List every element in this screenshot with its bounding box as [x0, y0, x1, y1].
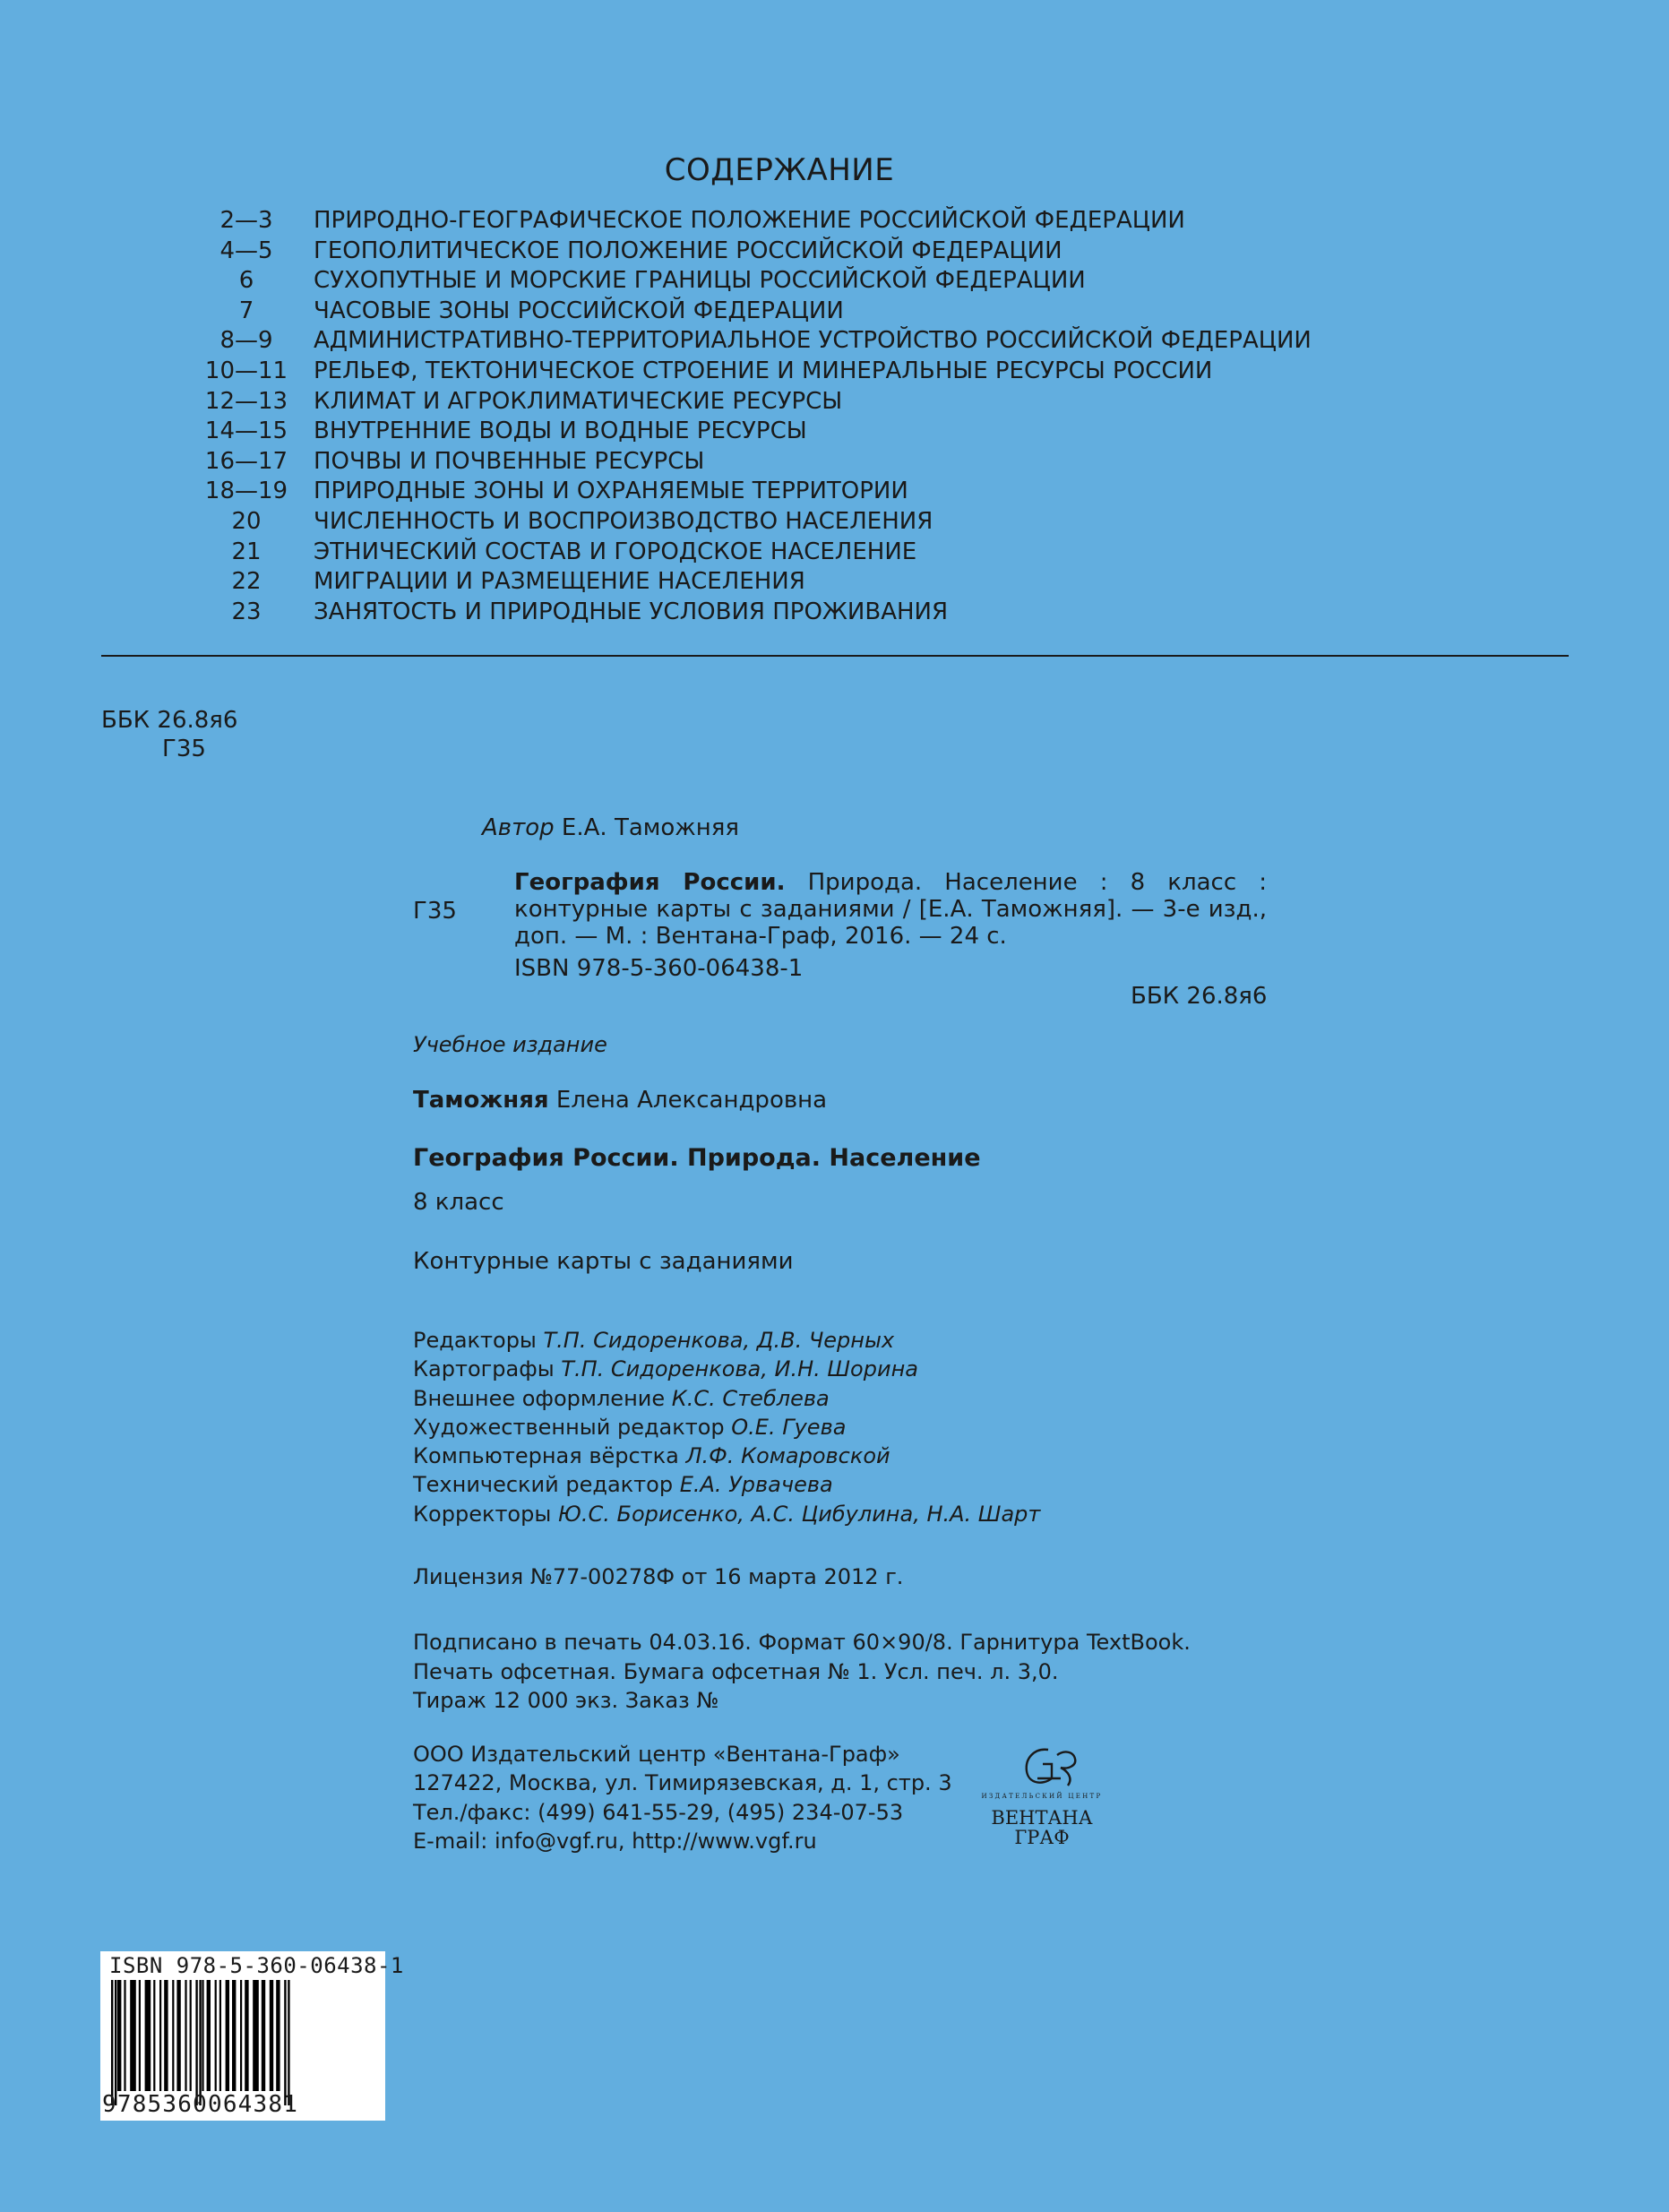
barcode-guard-bar: [195, 1980, 197, 2105]
author-given-names: Елена Александровна: [548, 1087, 828, 1114]
contents-item-title: СУХОПУТНЫЕ И МОРСКИЕ ГРАНИЦЫ РОССИЙСКОЙ ФЕДЕРАЦИИ: [314, 267, 1086, 295]
barcode-guard-bar: [115, 1980, 116, 2105]
contents-item-title: ЗАНЯТОСТЬ И ПРИРОДНЫЕ УСЛОВИЯ ПРОЖИВАНИЯ: [314, 598, 949, 625]
contents-item-pages: 22: [231, 568, 262, 596]
credit-row: [413, 1355, 1040, 1383]
contents-item-title: ВНУТРЕННИЕ ВОДЫ И ВОДНЫЕ РЕСУРСЫ: [314, 417, 807, 445]
barcode-bar: [215, 1980, 217, 2091]
barcode-bar: [153, 1980, 155, 2091]
barcode-bar: [226, 1980, 229, 2091]
contents-item: [179, 357, 1577, 387]
credit-names: Т.П. Сидоренкова, И.Н. Шорина: [561, 1356, 918, 1382]
card-bbk: ББК 26.8я6: [1131, 983, 1268, 1010]
contents-item-pages: 10—11: [204, 357, 288, 384]
barcode-bar: [240, 1980, 242, 2091]
publisher-info: [413, 1740, 952, 1855]
credit-role: Картографы: [413, 1356, 562, 1382]
credit-names: Ю.С. Борисенко, А.С. Цибулина, Н.А. Шарт: [557, 1501, 1041, 1527]
credit-role: Внешнее оформление: [413, 1385, 672, 1411]
credit-names: О.Е. Гуева: [731, 1414, 847, 1440]
contents-item-title: ЭТНИЧЕСКИЙ СОСТАВ И ГОРОДСКОЕ НАСЕЛЕНИЕ: [314, 538, 917, 565]
logo-name-line2: ГРАФ: [1014, 1827, 1070, 1848]
contents-item-title: РЕЛЬЕФ, ТЕКТОНИЧЕСКОЕ СТРОЕНИЕ И МИНЕРАЛЬНЫЕ РЕСУРСЫ РОССИИ: [314, 357, 1213, 384]
bbk-code: ББК 26.8я6: [101, 707, 238, 734]
contents-item: [179, 387, 1577, 417]
contents-item-pages: 14—15: [204, 417, 288, 445]
barcode-bar: [207, 1980, 211, 2091]
license: Лицензия №77-00278Ф от 16 марта 2012 г.: [413, 1564, 904, 1589]
barcode-bar: [139, 1980, 141, 2091]
barcode-bar: [245, 1980, 248, 2091]
contents-item: [179, 206, 1577, 237]
barcode-digits: 9785360064381: [102, 2091, 299, 2118]
barcode-isbn: ISBN 978-5-360-06438-1: [109, 1953, 404, 1978]
contents-item-pages: 21: [231, 538, 262, 565]
barcode-bar: [164, 1980, 168, 2091]
credit-row: [413, 1442, 1040, 1470]
grade: 8 класс: [413, 1189, 504, 1216]
contents-item-title: ПРИРОДНО-ГЕОГРАФИЧЕСКОЕ ПОЛОЖЕНИЕ РОССИЙСКОЙ ФЕДЕРАЦИИ: [314, 207, 1185, 234]
contents-item-title: ЧИСЛЕННОСТЬ И ВОСПРОИЗВОДСТВО НАСЕЛЕНИЯ: [314, 507, 933, 535]
contents-item-title: ПОЧВЫ И ПОЧВЕННЫЕ РЕСУРСЫ: [314, 447, 705, 475]
contents-item-pages: 20: [231, 507, 262, 535]
contents-item-pages: 6: [238, 267, 254, 295]
barcode-guard-bar: [284, 1980, 286, 2105]
contents-item-pages: 2—3: [219, 207, 273, 234]
print-info-line: Печать офсетная. Бумага офсетная № 1. Усл. печ. л. 3,0.: [413, 1658, 1059, 1684]
print-info: [413, 1628, 1191, 1716]
contents-item: [179, 326, 1577, 357]
barcode-guard-bar: [199, 1980, 201, 2105]
divider: [101, 655, 1569, 657]
barcode-bar: [185, 1980, 186, 2091]
book-subtitle: Контурные карты с заданиями: [413, 1248, 794, 1275]
contents-item: [179, 417, 1577, 447]
contents-item-pages: 8—9: [219, 327, 273, 355]
publisher-line: Тел./факс: (499) 641-55-29, (495) 234-07-53: [413, 1799, 904, 1825]
author-full-name: [413, 1086, 827, 1115]
barcode-bar: [219, 1980, 221, 2091]
print-info-line: Тираж 12 000 экз. Заказ №: [413, 1688, 719, 1713]
barcode-bar: [124, 1980, 125, 2091]
print-info-line: Подписано в печать 04.03.16. Формат 60×90/8. Гарнитура TextBook.: [413, 1630, 1191, 1655]
publisher-line: 127422, Москва, ул. Тимирязевская, д. 1, стр. 3: [413, 1770, 952, 1796]
barcode-guard-bar: [111, 1980, 113, 2105]
credit-role: Художественный редактор: [413, 1414, 732, 1440]
contents-item: [179, 266, 1577, 297]
barcode-bar: [262, 1980, 265, 2091]
contents-item-title: ГЕОПОЛИТИЧЕСКОЕ ПОЛОЖЕНИЕ РОССИЙСКОЙ ФЕДЕРАЦИИ: [314, 237, 1062, 264]
card-description: [514, 869, 1267, 950]
barcode-bar: [202, 1980, 203, 2091]
barcode-bar: [270, 1980, 273, 2091]
publisher-line: ООО Издательский центр «Вентана-Граф»: [413, 1742, 900, 1767]
author-surname: Таможняя: [413, 1087, 549, 1114]
logo-tagline: ИЗДАТЕЛЬСКИЙ ЦЕНТР: [981, 1793, 1103, 1800]
card-code: Г35: [413, 898, 457, 925]
barcode-guard-bar: [288, 1980, 289, 2105]
contents-item-pages: 12—13: [204, 387, 288, 415]
contents-item: [179, 538, 1577, 568]
contents-item-title: АДМИНИСТРАТИВНО-ТЕРРИТОРИАЛЬНОЕ УСТРОЙСТВО РОССИЙСКОЙ ФЕДЕРАЦИИ: [314, 327, 1312, 355]
credit-role: Компьютерная вёрстка: [413, 1443, 686, 1469]
barcode-bar: [276, 1980, 280, 2091]
credit-row: [413, 1384, 1040, 1413]
credit-names: Т.П. Сидоренкова, Д.В. Черных: [543, 1328, 895, 1353]
contents-item-pages: 18—19: [204, 478, 288, 505]
author-mark: Г35: [162, 736, 206, 762]
credits-list: [413, 1326, 1040, 1528]
card-title: География России.: [514, 869, 786, 896]
contents-item: [179, 477, 1577, 507]
card-description-text: Природа. Население : 8 класс : контурные карты с заданиями / [Е.А. Таможняя]. — 3-е изд., доп. — М. : Вентана-Граф, 2016. — 24 с.: [514, 869, 1268, 950]
contents-item-pages: 16—17: [204, 447, 288, 475]
publisher-line: E-mail: info@vgf.ru, http://www.vgf.ru: [413, 1828, 817, 1854]
barcode-bar: [145, 1980, 151, 2091]
barcode-bar: [117, 1980, 121, 2091]
contents-item: [179, 297, 1577, 327]
barcode-bar: [232, 1980, 236, 2091]
credit-role: Технический редактор: [413, 1472, 680, 1498]
bbk-block: [101, 706, 237, 763]
contents-item: [179, 237, 1577, 267]
credit-role: Корректоры: [413, 1501, 558, 1527]
contents-item: [179, 567, 1577, 598]
author-line: [482, 813, 739, 842]
credit-role: Редакторы: [413, 1328, 544, 1353]
credit-names: К.С. Стеблева: [671, 1385, 830, 1411]
contents-item: [179, 598, 1577, 628]
card-isbn: ISBN 978-5-360-06438-1: [514, 955, 804, 982]
contents-title: СОДЕРЖАНИЕ: [664, 152, 895, 188]
edition-type: Учебное издание: [413, 1032, 607, 1057]
contents-item-title: МИГРАЦИИ И РАЗМЕЩЕНИЕ НАСЕЛЕНИЯ: [314, 568, 805, 596]
contents-item: [179, 507, 1577, 538]
credit-row: [413, 1500, 1040, 1528]
publisher-logo: [975, 1743, 1109, 1859]
credit-names: Л.Ф. Комаровской: [685, 1443, 890, 1469]
contents-item-title: ПРИРОДНЫЕ ЗОНЫ И ОХРАНЯЕМЫЕ ТЕРРИТОРИИ: [314, 478, 908, 505]
barcode-bar: [253, 1980, 259, 2091]
contents-item-pages: 4—5: [219, 237, 273, 264]
credit-row: [413, 1470, 1040, 1499]
contents-item-title: ЧАСОВЫЕ ЗОНЫ РОССИЙСКОЙ ФЕДЕРАЦИИ: [314, 297, 844, 324]
credit-row: [413, 1326, 1040, 1355]
contents-item-title: КЛИМАТ И АГРОКЛИМАТИЧЕСКИЕ РЕСУРСЫ: [314, 387, 843, 415]
credit-row: [413, 1413, 1040, 1442]
contents-list: [179, 206, 1577, 627]
barcode-bar: [176, 1980, 180, 2091]
author-label: Автор: [482, 814, 555, 841]
logo-name-line1: ВЕНТАНА: [991, 1807, 1093, 1829]
contents-item-pages: 7: [238, 297, 254, 324]
book-title: География России. Природа. Население: [413, 1144, 981, 1172]
contents-item-pages: 23: [231, 598, 262, 625]
barcode-bar: [190, 1980, 192, 2091]
barcode-bar: [172, 1980, 174, 2091]
barcode-bar: [130, 1980, 136, 2091]
author-name: Е.А. Таможняя: [554, 814, 739, 841]
barcode-bar: [159, 1980, 161, 2091]
credit-names: Е.А. Урвачева: [679, 1472, 833, 1498]
contents-item: [179, 447, 1577, 478]
